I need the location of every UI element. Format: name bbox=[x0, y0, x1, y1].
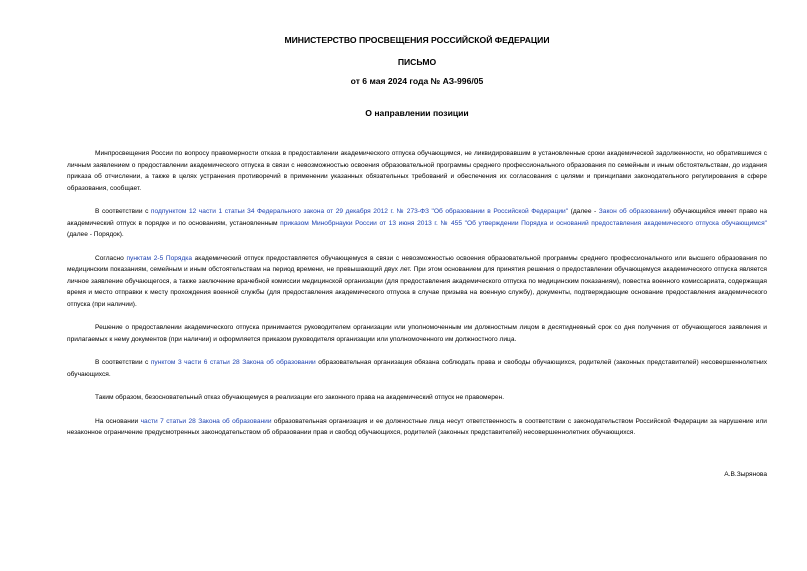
paragraph-text: образовательная организация и ее должностные лица несут ответственность в соответствии с законодательством Российской Федерации за нарушение или незаконное ограничение предусмотренных законодательством об образовании прав и свобод обучающихся, родителей (законных представителей) несовершеннолетних обучающихся. bbox=[67, 417, 767, 436]
link-education-law[interactable]: Закон об образовании bbox=[598, 208, 669, 215]
date-number-heading: от 6 мая 2024 года № АЗ-996/05 bbox=[350, 76, 484, 86]
paragraph-text: В соответствии с bbox=[95, 208, 151, 215]
paragraph-text: образовательная организация обязана соблюдать права и свободы обучающихся, родителей (законных представителей) несовершеннолетних обучающихся. bbox=[67, 359, 767, 378]
paragraph-legal-basis bbox=[67, 206, 767, 241]
subject-heading: О направлении позиции bbox=[365, 108, 469, 118]
letter-body bbox=[67, 148, 767, 439]
paragraph-text: На основании bbox=[95, 417, 141, 425]
paragraph-text: ) обучающийся имеет право на академический отпуск в порядке и по основаниям, установленным bbox=[67, 208, 767, 227]
ministry-heading: МИНИСТЕРСТВО ПРОСВЕЩЕНИЯ РОССИЙСКОЙ ФЕДЕРАЦИИ bbox=[284, 35, 550, 45]
paragraph-responsibility bbox=[67, 416, 767, 439]
link-article-28-part-6[interactable]: пунктом 3 части 6 статьи 28 Закона об образовании bbox=[150, 359, 316, 366]
signature: А.В.Зырянова bbox=[724, 470, 767, 478]
paragraph-text: (далее - Порядок). bbox=[67, 231, 124, 238]
paragraph-decision: Решение о предоставлении академического отпуска принимается руководителем организации или уполномоченным им должностным лицом в десятидневный срок со дня получения от обучающегося заявления и прилагаемых к нему документов (при наличии) и оформляется приказом руководителя организации или уполномоченного им должностного лица. bbox=[67, 324, 767, 343]
document-page bbox=[67, 35, 767, 478]
paragraph-text: академический отпуск предоставляется обучающемуся в связи с невозможностью освоения образовательной программы среднего профессионального или высшего образования по медицинским показаниям, семейным и иным обстоятельствам на период времени, не превышающий двух лет. При этом основанием для принятия решения о предоставлении обучающемуся академического отпуска является личное заявление обучающегося, а также заключение врачебной комиссии медицинской организации (для предоставления академического отпуска по медицинским показаниям), повестка военного комиссариата, содержащая время и место отправки к месту прохождения военной службы (для предоставления академического отпуска в случае призыва на военную службу), документы, подтверждающие основание предоставления академического отпуска (при наличии). bbox=[67, 254, 767, 308]
paragraph-conclusion: Таким образом, безосновательный отказ обучающемуся в реализации его законного права на академический отпуск не правомерен. bbox=[95, 394, 505, 401]
paragraph-text: В соответствии с bbox=[95, 359, 151, 366]
paragraph-text: (далее - bbox=[568, 208, 599, 215]
link-procedure-points-2-5[interactable]: пунктам 2-5 Порядка bbox=[126, 254, 192, 262]
document-type-heading: ПИСЬМО bbox=[397, 57, 437, 67]
link-article-28-part-7[interactable]: части 7 статьи 28 Закона об образовании bbox=[140, 417, 272, 425]
paragraph-rights bbox=[67, 357, 767, 380]
link-federal-law-article-34[interactable]: подпунктом 12 части 1 статьи 34 Федерального закона от 29 декабря 2012 г. № 273-ФЗ "Об образовании в Российской Федерации" bbox=[150, 208, 569, 215]
paragraph-text: Согласно bbox=[95, 254, 127, 262]
paragraph-intro: Минпросвещения России по вопросу правомерности отказа в предоставлении академического отпуска обучающимся, не ликвидировавшим в установленные сроки академической задолженности, но обратившимся с личным заявлением о предоставлении академического отпуска в связи с невозможностью освоения образовательной программы среднего профессионального образования по семейным и иным обстоятельствам, до издания приказа об отчислении, а также в целях устранения противоречий в применении указанных обязательных требований и обеспечения их согласования с целями и принципами законодательного регулирования в сфере образования, сообщает. bbox=[67, 150, 767, 192]
link-order-455[interactable]: приказом Минобрнауки России от 13 июня 2013 г. № 455 "Об утверждении Порядка и оснований предоставления академического отпуска обучающимся" bbox=[280, 219, 767, 227]
paragraph-procedure bbox=[67, 253, 767, 311]
